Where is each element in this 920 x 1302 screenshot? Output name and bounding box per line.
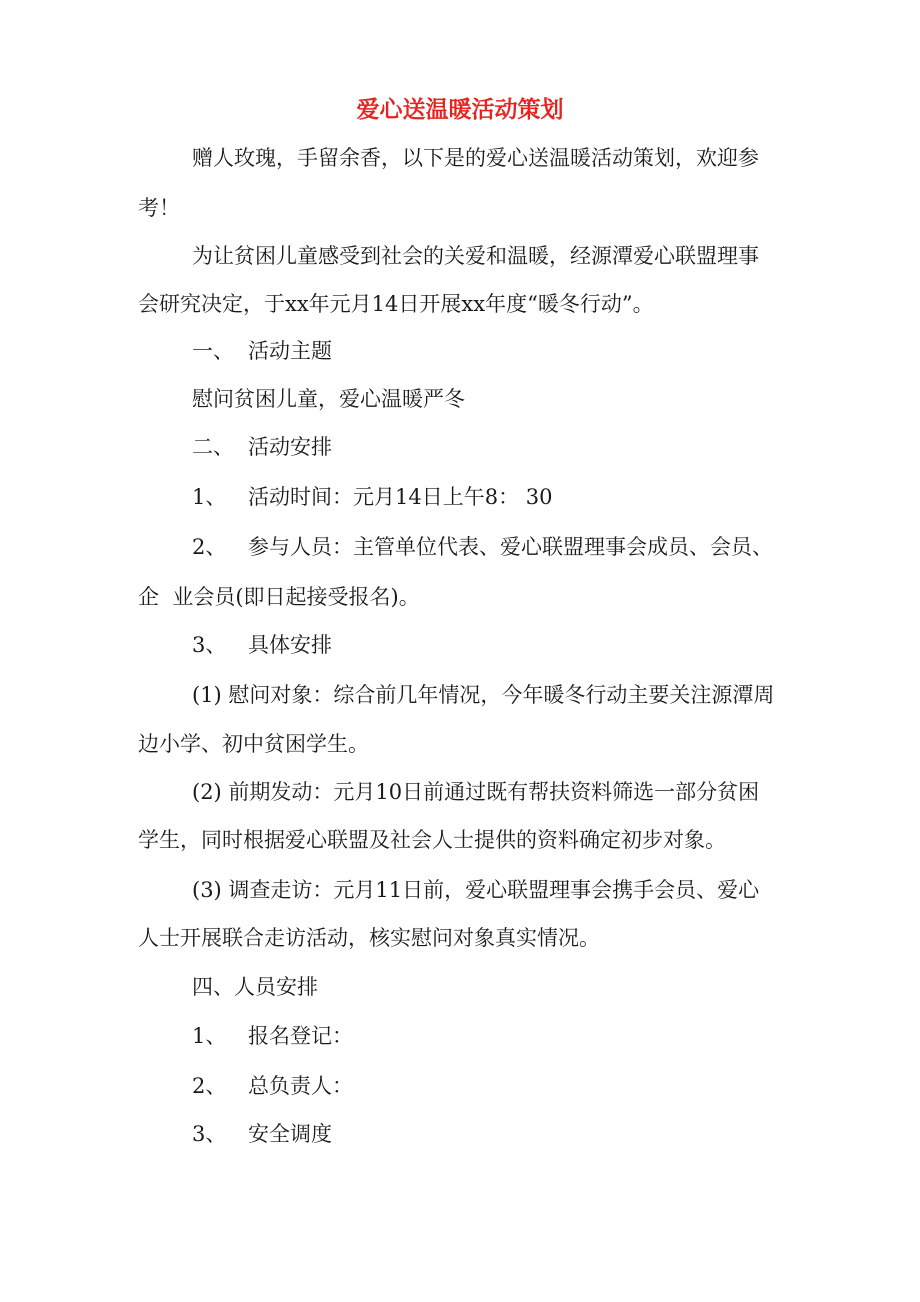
item-number: 1、 — [192, 1024, 227, 1048]
item-label: 安全调度 — [248, 1122, 332, 1146]
section-heading-arrangement — [192, 427, 332, 467]
sub-item-3-line-1: (3) 调查走访：元月11日前，爱心联盟理事会携手会员、爱心 — [192, 878, 760, 902]
section-label: 活动主题 — [248, 339, 332, 363]
paragraph-1-line-1: 为让贫困儿童感受到社会的关爱和温暖，经源潭爱心联盟理事 — [192, 244, 759, 268]
item-number: 1、 — [192, 485, 227, 509]
section-heading-staff: 四、人员安排 — [192, 975, 318, 999]
intro-line-2: 考！ — [138, 196, 180, 220]
item-label: 总负责人： — [248, 1074, 353, 1098]
paragraph-1-line-2: 会研究决定，于xx年元月14日开展xx年度“暖冬行动”。 — [138, 292, 654, 316]
item-label: 报名登记： — [248, 1024, 353, 1048]
item-label: 活动时间：元月14日上午8： 30 — [248, 485, 553, 509]
item-number: 2、 — [192, 1074, 227, 1098]
item-label: 具体安排 — [248, 633, 332, 657]
sub-item-2-line-2: 学生，同时根据爱心联盟及社会人士提供的资料确定初步对象。 — [138, 828, 726, 852]
item-label: 参与人员：主管单位代表、爱心联盟理事会成员、会员、 — [248, 535, 773, 559]
item-number: 3、 — [192, 1122, 227, 1146]
item-number: 2、 — [192, 535, 227, 559]
staff-item-leader — [192, 1066, 353, 1106]
section-label: 活动安排 — [248, 435, 332, 459]
sub-item-1-line-1: (1) 慰问对象：综合前几年情况，今年暖冬行动主要关注源潭周 — [192, 683, 775, 707]
list-item-participants-cont: 企 业会员(即日起接受报名)。 — [138, 585, 420, 609]
list-item-details — [192, 625, 332, 665]
sub-item-3-line-2: 人士开展联合走访活动，核实慰问对象真实情况。 — [138, 926, 600, 950]
sub-item-2-line-1: (2) 前期发动：元月10日前通过既有帮扶资料筛选一部分贫困 — [192, 780, 760, 804]
document-title: 爱心送温暖活动策划 — [356, 96, 564, 123]
list-item-time — [192, 477, 552, 517]
section-number: 二、 — [192, 435, 234, 459]
section-number: 一、 — [192, 339, 234, 363]
section-heading-theme — [192, 331, 332, 371]
theme-text: 慰问贫困儿童，爱心温暖严冬 — [192, 387, 465, 411]
staff-item-safety — [192, 1114, 332, 1154]
intro-line-1: 赠人玫瑰，手留余香，以下是的爱心送温暖活动策划，欢迎参 — [192, 146, 759, 170]
list-item-participants — [192, 527, 773, 567]
sub-item-1-line-2: 边小学、初中贫困学生。 — [138, 732, 369, 756]
item-number: 3、 — [192, 633, 227, 657]
staff-item-registration — [192, 1016, 353, 1056]
